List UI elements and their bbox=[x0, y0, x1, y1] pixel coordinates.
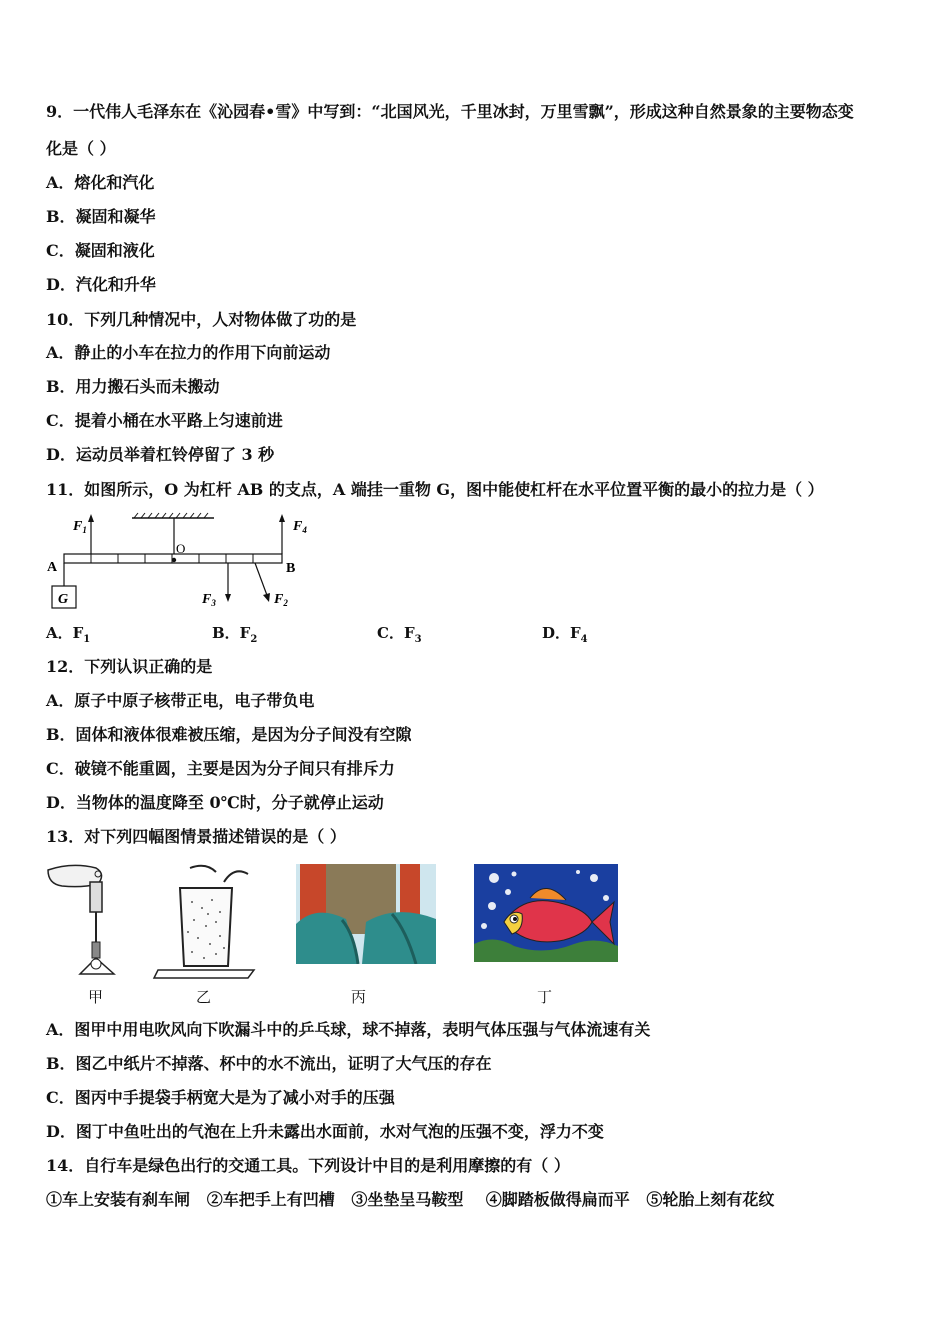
svg-text:F3 bbox=[201, 592, 216, 608]
q10-option-b: B．用力搬石头而未搬动 bbox=[46, 377, 220, 396]
lever-label-g: G bbox=[58, 592, 69, 607]
svg-text:F2 bbox=[273, 592, 288, 608]
q9-option-a: A．熔化和汽化 bbox=[46, 173, 155, 192]
lever-label-b: B bbox=[286, 561, 296, 576]
caption-jia: 甲 bbox=[88, 988, 104, 1006]
q10-option-d: D．运动员举着杠铃停留了 3 秒 bbox=[46, 445, 275, 464]
q9-stem-line2: 化是（ ） bbox=[46, 139, 116, 158]
q11-option-a: A．$F_1$ bbox=[46, 624, 91, 645]
figure-cup-paper bbox=[150, 862, 262, 982]
lever-label-f1: F bbox=[73, 519, 83, 534]
lever-label-f2-sub: 2 bbox=[283, 598, 288, 608]
caption-bing: 丙 bbox=[351, 988, 367, 1006]
q9-option-c: C．凝固和液化 bbox=[46, 241, 155, 260]
lever-label-f2: F bbox=[274, 592, 284, 607]
q12-option-c: C．破镜不能重圆，主要是因为分子间只有排斥力 bbox=[46, 759, 395, 778]
q10-option-c: C．提着小桶在水平路上匀速前进 bbox=[46, 411, 283, 430]
q9-option-b: B．凝固和凝华 bbox=[46, 207, 156, 226]
lever-label-f4: F bbox=[293, 519, 303, 534]
q12-stem: 12．下列认识正确的是 bbox=[46, 657, 213, 676]
q10-option-a: A．静止的小车在拉力的作用下向前运动 bbox=[46, 343, 331, 362]
figure-hair-dryer bbox=[42, 862, 124, 982]
q11-option-d: D．$F_4$ bbox=[542, 624, 588, 645]
lever-label-f3-sub: 3 bbox=[211, 598, 216, 608]
q9-stem-line1: 9．一代伟人毛泽东在《沁园春•雪》中写到：“北国风光，千里冰封，万里雪飘”，形成这种自然景象的主要物态变 bbox=[46, 102, 854, 121]
q13-option-d: D．图丁中鱼吐出的气泡在上升未露出水面前，水对气泡的压强不变，浮力不变 bbox=[46, 1122, 604, 1141]
lever-label-o: O bbox=[176, 541, 186, 556]
q14-items: ①车上安装有刹车闸 ②车把手上有凹槽 ③坐垫呈马鞍型 ④脚踏板做得扁而平 ⑤轮胎上刻有花纹 bbox=[46, 1190, 775, 1209]
q13-option-b: B．图乙中纸片不掉落、杯中的水不流出，证明了大气压的存在 bbox=[46, 1054, 492, 1073]
q12-option-b: B．固体和液体很难被压缩，是因为分子间没有空隙 bbox=[46, 725, 412, 744]
q14-stem: 14．自行车是绿色出行的交通工具。下列设计中目的是利用摩擦的有（ ） bbox=[46, 1156, 570, 1175]
q12-option-a: A．原子中原子核带正电，电子带负电 bbox=[46, 691, 315, 710]
svg-text:F4 bbox=[292, 519, 307, 535]
lever-label-f3: F bbox=[202, 592, 212, 607]
svg-text:F1 bbox=[72, 519, 87, 535]
lever-label-f4-sub: 4 bbox=[302, 525, 307, 535]
figure-fish-bubbles bbox=[474, 864, 618, 962]
q13-option-c: C．图丙中手提袋手柄宽大是为了减小对手的压强 bbox=[46, 1088, 395, 1107]
q11-option-b: B．$F_2$ bbox=[212, 624, 258, 645]
caption-ding: 丁 bbox=[537, 988, 553, 1006]
q10-stem: 10．下列几种情况中，人对物体做了功的是 bbox=[46, 310, 357, 329]
lever-diagram bbox=[44, 508, 324, 616]
q13-stem: 13．对下列四幅图情景描述错误的是（ ） bbox=[46, 827, 346, 846]
lever-label-a: A bbox=[47, 560, 58, 575]
caption-yi: 乙 bbox=[196, 988, 212, 1006]
q12-option-d: D．当物体的温度降至 0℃时，分子就停止运动 bbox=[46, 793, 384, 812]
q11-stem: 11．如图所示，O 为杠杆 AB 的支点，A 端挂一重物 G，图中能使杠杆在水平位置平衡的最小的拉力是（ ） bbox=[46, 480, 824, 499]
lever-label-f1-sub: 1 bbox=[82, 525, 87, 535]
figure-shopping-bags bbox=[296, 864, 436, 964]
q13-option-a: A．图甲中用电吹风向下吹漏斗中的乒乓球，球不掉落，表明气体压强与气体流速有关 bbox=[46, 1020, 651, 1039]
q11-option-c: C．$F_3$ bbox=[377, 624, 422, 645]
q9-option-d: D．汽化和升华 bbox=[46, 275, 156, 294]
